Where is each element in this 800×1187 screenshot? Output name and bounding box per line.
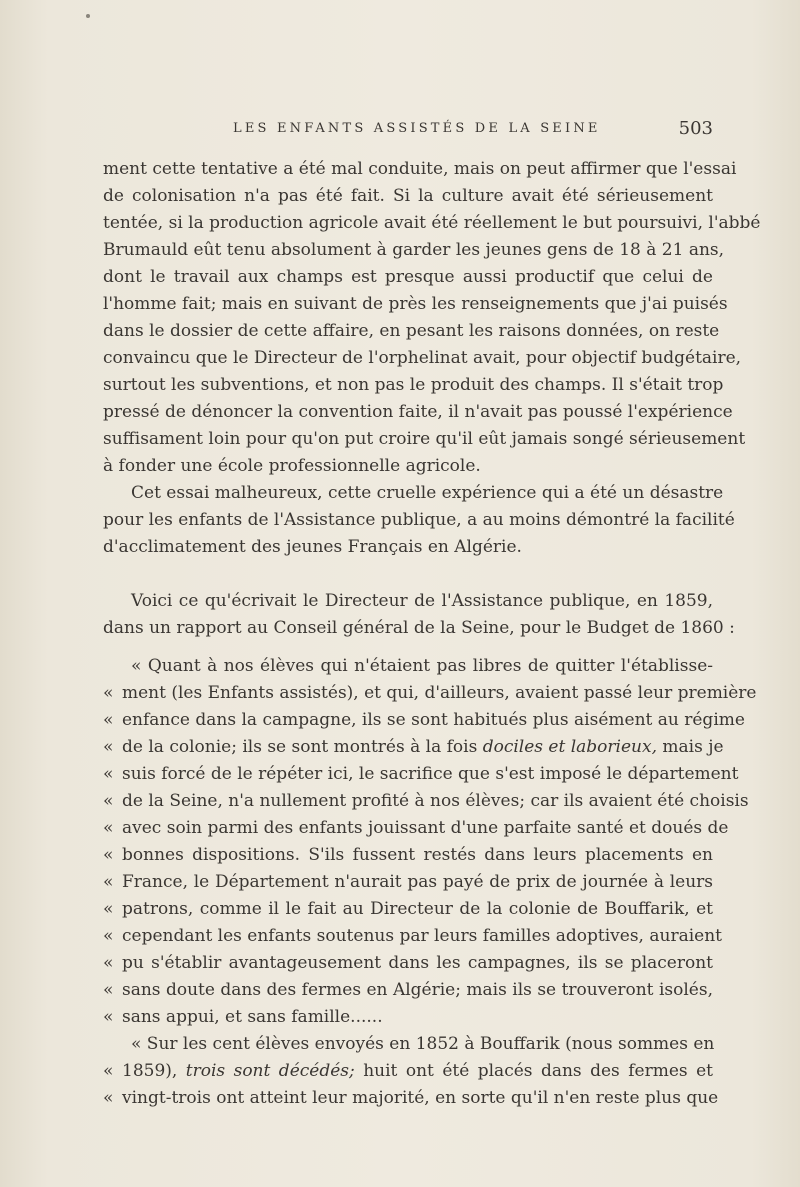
- quote-text: de la colonie; ils se sont montrés à la fois: [122, 737, 478, 757]
- quote-line: bonnes dispositions. S'ils fussent restés dans leurs placements en: [122, 845, 713, 865]
- quote-line: sans appui, et sans famille......: [122, 1007, 383, 1027]
- quote-mark: «: [103, 710, 114, 730]
- quote-line: [122, 734, 724, 761]
- text-line: convaincu que le Directeur de l'orphelinat avait, pour objectif budgétaire,: [103, 348, 742, 368]
- italic-phrase: trois sont décédés;: [185, 1061, 355, 1081]
- text-line: ment cette tentative a été mal conduite, mais on peut affirmer que l'essai: [103, 159, 737, 179]
- text-line: dans le dossier de cette affaire, en pesant les raisons données, on reste: [103, 321, 720, 341]
- text-line: suffisament loin pour qu'on put croire qu'il eût jamais songé sérieusement: [103, 429, 746, 449]
- ink-speck: [86, 14, 90, 18]
- quote-mark: «: [103, 980, 114, 1000]
- text-line: l'homme fait; mais en suivant de près les renseignements que j'ai puisés: [103, 294, 728, 314]
- quote-line: enfance dans la campagne, ils se sont habitués plus aisément au régime: [122, 710, 745, 730]
- quote-mark: «: [103, 818, 114, 838]
- italic-phrase: dociles et laborieux,: [482, 737, 657, 757]
- quote-text: 1859),: [122, 1061, 178, 1081]
- text-line: Brumauld eût tenu absolument à garder les jeunes gens de 18 à 21 ans,: [103, 240, 725, 260]
- quote-text: huit ont été placés dans des fermes et: [363, 1061, 713, 1081]
- quote-mark: «: [103, 1007, 114, 1027]
- text-line: pressé de dénoncer la convention faite, il n'avait pas poussé l'expérience: [103, 402, 733, 422]
- quote-line: suis forcé de le répéter ici, le sacrifice que s'est imposé le département: [122, 764, 739, 784]
- quote-line: avec soin parmi des enfants jouissant d'une parfaite santé et doués de: [122, 818, 729, 838]
- quote-line: patrons, comme il le fait au Directeur de la colonie de Bouffarik, et: [122, 899, 713, 919]
- quote-line: « Sur les cent élèves envoyés en 1852 à Bouffarik (nous sommes en: [131, 1034, 715, 1054]
- running-title: LES ENFANTS ASSISTÉS DE LA SEINE: [233, 121, 601, 136]
- quote-mark: «: [103, 1088, 114, 1108]
- quote-line: France, le Département n'aurait pas payé de prix de journée à leurs: [122, 872, 713, 892]
- quote-mark: «: [103, 737, 114, 757]
- quote-mark: «: [103, 926, 114, 946]
- quote-line: de la Seine, n'a nullement profité à nos élèves; car ils avaient été choisis: [122, 791, 749, 811]
- text-line: tentée, si la production agricole avait été réellement le but poursuivi, l'abbé: [103, 213, 761, 233]
- page-number: 503: [678, 118, 713, 139]
- text-line: à fonder une école professionnelle agricole.: [103, 456, 481, 476]
- quote-mark: «: [103, 1061, 114, 1081]
- text-line: d'acclimatement des jeunes Français en Algérie.: [103, 537, 522, 557]
- text-line: dans un rapport au Conseil général de la Seine, pour le Budget de 1860 :: [103, 618, 735, 638]
- quote-mark: «: [103, 899, 114, 919]
- quote-line: « Quant à nos élèves qui n'étaient pas libres de quitter l'établisse-: [131, 656, 713, 676]
- quote-line: [122, 1058, 713, 1085]
- text-line: Voici ce qu'écrivait le Directeur de l'Assistance publique, en 1859,: [131, 591, 713, 611]
- quote-mark: «: [103, 953, 114, 973]
- quote-mark: «: [103, 683, 114, 703]
- quote-line: sans doute dans des fermes en Algérie; mais ils se trouveront isolés,: [122, 980, 713, 1000]
- text-line: Cet essai malheureux, cette cruelle expérience qui a été un désastre: [131, 483, 724, 503]
- quote-line: ment (les Enfants assistés), et qui, d'ailleurs, avaient passé leur première: [122, 683, 757, 703]
- text-line: surtout les subventions, et non pas le produit des champs. Il s'était trop: [103, 375, 724, 395]
- text-line: pour les enfants de l'Assistance publique, a au moins démontré la facilité: [103, 510, 735, 530]
- page-header: [103, 118, 713, 142]
- quote-mark: «: [103, 791, 114, 811]
- text-line: de colonisation n'a pas été fait. Si la culture avait été sérieusement: [103, 186, 713, 206]
- text-line: dont le travail aux champs est presque aussi productif que celui de: [103, 267, 713, 287]
- quote-mark: «: [103, 872, 114, 892]
- quote-text: mais je: [662, 737, 724, 757]
- quote-line: pu s'établir avantageusement dans les campagnes, ils se placeront: [122, 953, 713, 973]
- quote-line: cependant les enfants soutenus par leurs familles adoptives, auraient: [122, 926, 722, 946]
- quote-line: vingt-trois ont atteint leur majorité, en sorte qu'il n'en reste plus que: [122, 1088, 719, 1108]
- quote-mark: «: [103, 845, 114, 865]
- quote-mark: «: [103, 764, 114, 784]
